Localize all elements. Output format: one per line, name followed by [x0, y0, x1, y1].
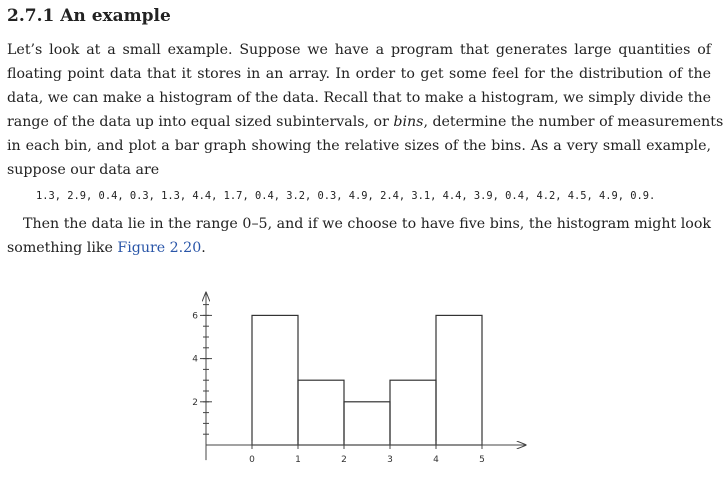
- x-tick-label: 1: [295, 455, 301, 465]
- paragraph-line: Then the data lie in the range 0–5, and if we choose to have five bins, the histogram might look: [23, 216, 711, 232]
- x-tick-label: 4: [433, 455, 439, 465]
- emphasis-text: bins: [393, 114, 424, 130]
- y-tick-label: 6: [192, 311, 198, 322]
- paragraph-text: , determine the number of measurements: [423, 114, 724, 130]
- paragraph-text: .: [201, 240, 206, 256]
- x-tick-label: 2: [341, 455, 347, 465]
- x-tick-label: 0: [249, 455, 255, 465]
- histogram-bar: [344, 402, 390, 445]
- paragraph-line: in each bin, and plot a bar graph showing the relative sizes of the bins. As a very small example,: [7, 138, 711, 154]
- x-tick-label: 5: [479, 455, 485, 465]
- histogram-bar: [390, 380, 436, 445]
- paragraph-line: floating point data that it stores in an array. In order to get some feel for the distribution of the: [7, 66, 711, 82]
- figure-link[interactable]: Figure 2.20: [117, 240, 202, 256]
- paragraph-line: suppose our data are: [7, 162, 160, 178]
- data-values-listing: 1.3, 2.9, 0.4, 0.3, 1.3, 4.4, 1.7, 0.4, 3.2, 0.3, 4.9, 2.4, 3.1, 4.4, 3.9, 0.4, 4.2, 4.5, 4.9, 0.9.: [36, 190, 656, 202]
- section-heading: 2.7.1 An example: [7, 6, 171, 26]
- x-tick-label: 3: [387, 455, 393, 465]
- histogram-bar: [436, 315, 482, 445]
- y-tick-label: 2: [192, 397, 198, 408]
- y-tick-label: 4: [192, 354, 198, 365]
- paragraph-line: data, we can make a histogram of the data. Recall that to make a histogram, we simply divide the: [7, 90, 712, 106]
- paragraph-text: something like: [7, 240, 118, 256]
- paragraph-text: range of the data up into equal sized subintervals, or: [7, 114, 394, 130]
- histogram-bar: [252, 315, 298, 445]
- histogram-bar: [298, 380, 344, 445]
- paragraph-line: Let’s look at a small example. Suppose we have a program that generates large quantities of: [7, 42, 711, 58]
